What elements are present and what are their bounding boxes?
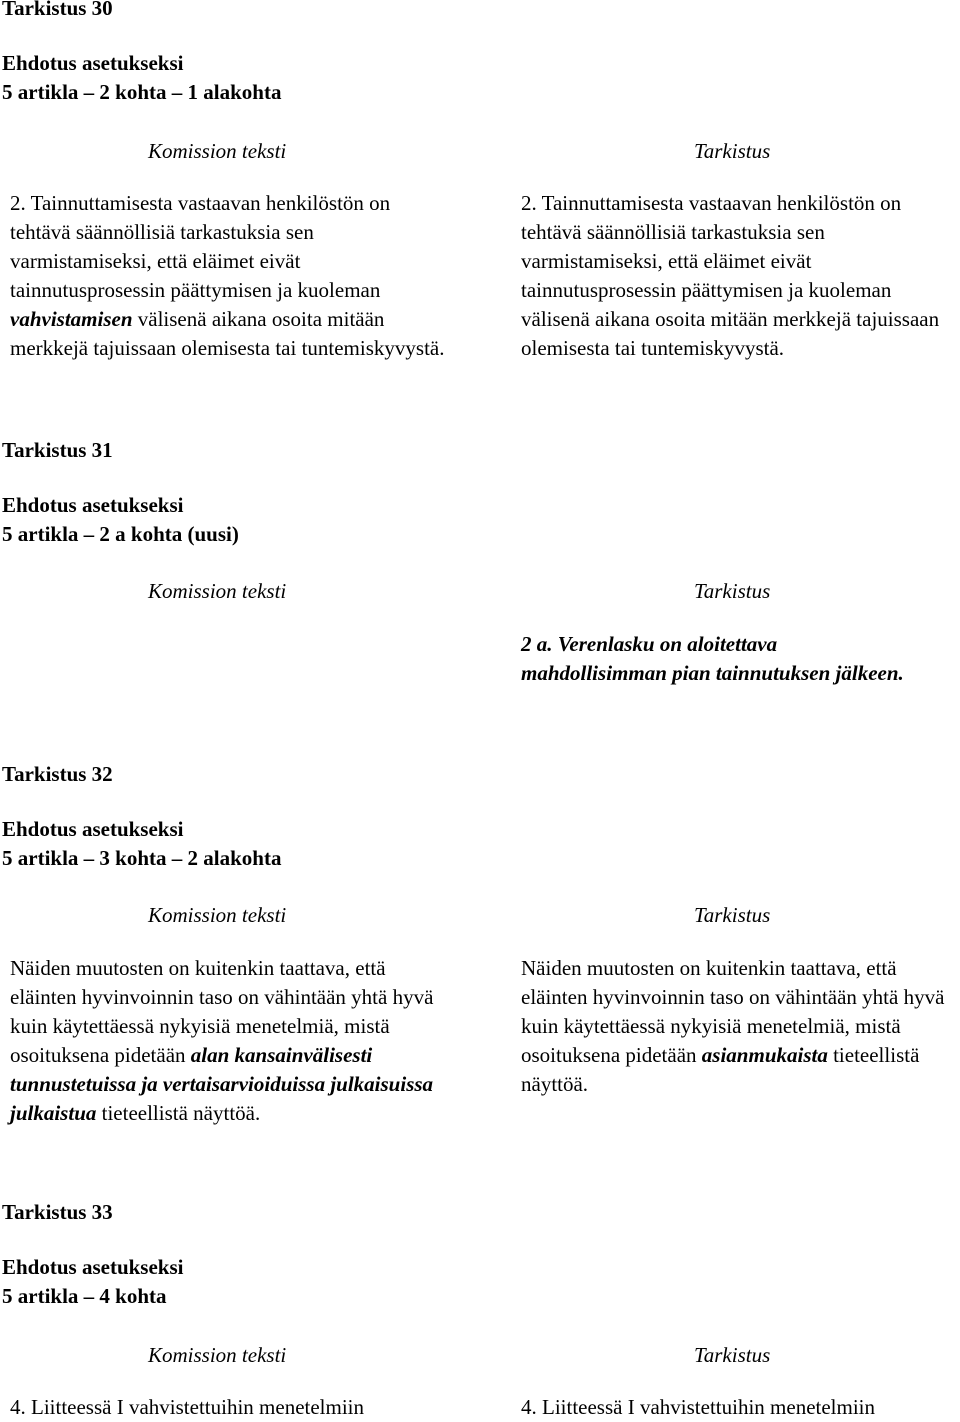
text-segment: tieteellistä näyttöä. [521,1043,920,1096]
amendment-title: Tarkistus 32 [2,762,113,786]
text-segment: 4. Liitteessä I vahvistettuihin menetelmiin [10,1395,365,1419]
amendment-text-header: Tarkistus [694,579,771,603]
amendment-text-header: Tarkistus [694,1343,771,1367]
amendment-paragraph [521,954,959,1099]
commission-paragraph [10,189,452,363]
text-segment: välisenä aikana osoita mitään merkkejä tajuissaan olemisesta tai tuntemiskyvystä. [10,307,445,360]
text-segment: Näiden muutosten on kuitenkin taattava, että eläinten hyvinvoinnin taso on vähintään yhtä hyvä kuin käytettäessä nykyisiä menetelmiä, mistä osoituksena pidetään [521,956,945,1067]
amendment-paragraph [521,630,921,688]
emphasized-text-segment: alan kansainvälisesti tunnustetuissa ja vertaisarvioiduissa julkaisuissa julkaistua [10,1043,434,1125]
emphasized-text-segment: 2 a. Verenlasku on aloitettava mahdollisimman pian tainnutuksen jälkeen. [521,632,904,685]
text-segment: 4. Liitteessä I vahvistettuihin menetelmiin [521,1395,876,1419]
amendment-text-header: Tarkistus [694,903,771,927]
article-reference: 5 artikla – 4 kohta [2,1284,167,1308]
text-segment: Näiden muutosten on kuitenkin taattava, että eläinten hyvinvoinnin taso on vähintään yhtä hyvä kuin käytettäessä nykyisiä menetelmiä, mistä osoituksena pidetään [10,956,434,1067]
article-reference: 5 artikla – 2 a kohta (uusi) [2,522,239,546]
amendment-title: Tarkistus 30 [2,0,113,20]
text-segment: 2. Tainnuttamisesta vastaavan henkilöstön on tehtävä säännöllisiä tarkastuksia sen varmistamiseksi, että eläimet eivät tainnutusprosessin päättymisen ja kuoleman välisenä aikana osoita mitään merkkejä tajuissaan olemisesta tai tuntemiskyvystä. [521,191,940,360]
text-segment: tieteellistä näyttöä. [96,1101,261,1125]
proposal-label: Ehdotus asetukseksi [2,51,184,75]
amendment-title: Tarkistus 33 [2,1200,113,1224]
article-reference: 5 artikla – 2 kohta – 1 alakohta [2,80,282,104]
commission-text-header: Komission teksti [148,139,287,163]
amendment-title: Tarkistus 31 [2,438,113,462]
emphasized-text-segment: asianmukaista [701,1043,828,1067]
proposal-label: Ehdotus asetukseksi [2,493,184,517]
proposal-label: Ehdotus asetukseksi [2,817,184,841]
emphasized-text-segment: vahvistamisen [10,307,133,331]
commission-paragraph [10,1393,452,1422]
commission-paragraph [10,954,452,1128]
text-segment: 2. Tainnuttamisesta vastaavan henkilöstön on tehtävä säännöllisiä tarkastuksia sen varmistamiseksi, että eläimet eivät tainnutusprosessin päättymisen ja kuoleman [10,191,391,302]
article-reference: 5 artikla – 3 kohta – 2 alakohta [2,846,282,870]
commission-text-header: Komission teksti [148,903,287,927]
commission-text-header: Komission teksti [148,1343,287,1367]
amendment-text-header: Tarkistus [694,139,771,163]
amendment-paragraph [521,189,957,363]
amendment-paragraph [521,1393,957,1422]
commission-text-header: Komission teksti [148,579,287,603]
proposal-label: Ehdotus asetukseksi [2,1255,184,1279]
